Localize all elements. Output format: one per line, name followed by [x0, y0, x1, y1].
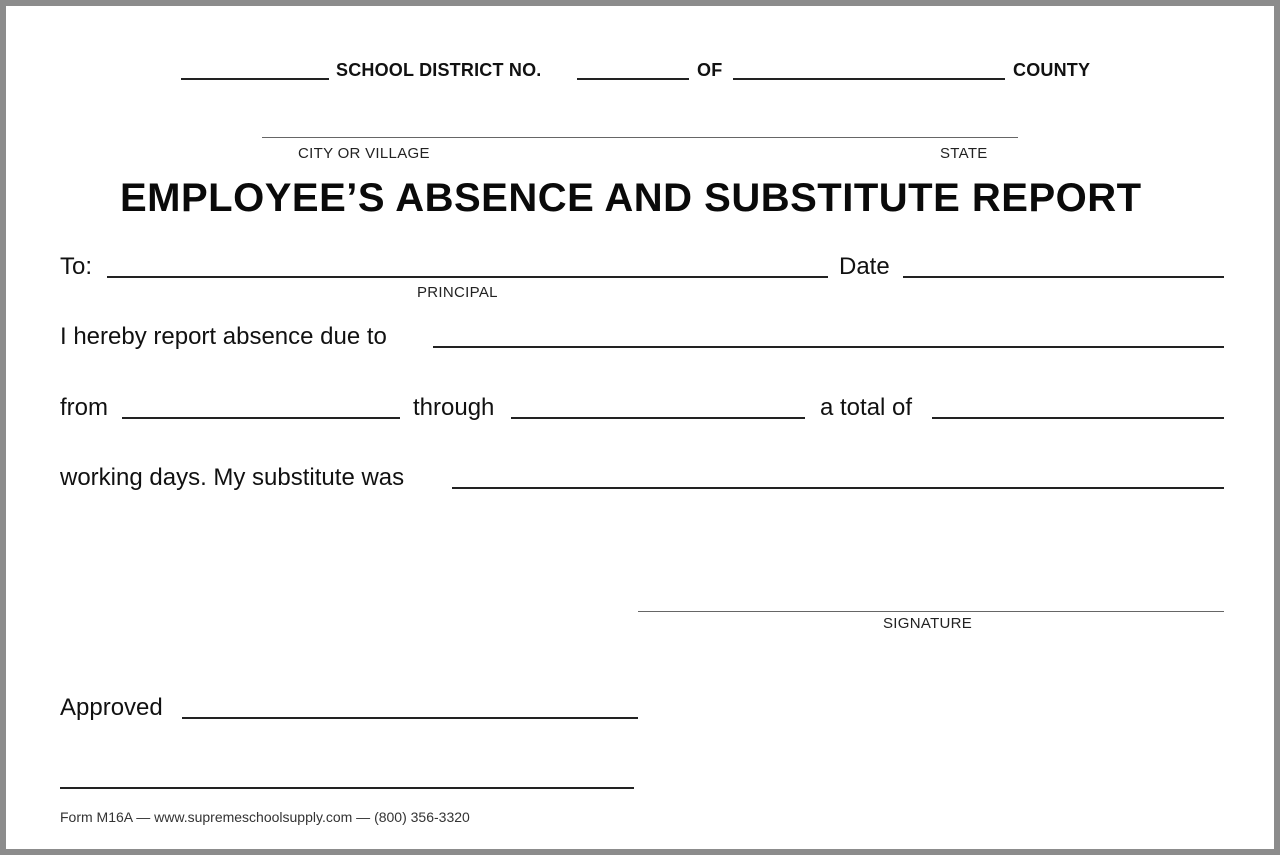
city-or-village-caption: CITY OR VILLAGE [298, 145, 430, 162]
school-district-label: SCHOOL DISTRICT NO. [336, 60, 542, 80]
city-state-line[interactable] [262, 137, 1018, 138]
signature-line[interactable] [638, 611, 1224, 612]
district-number-line[interactable] [577, 78, 689, 80]
through-date-line[interactable] [511, 417, 805, 419]
substitute-line[interactable] [452, 487, 1224, 489]
date-line[interactable] [903, 276, 1224, 278]
county-line[interactable] [733, 78, 1005, 80]
principal-line[interactable] [107, 276, 828, 278]
absence-reason-label: I hereby report absence due to [60, 323, 387, 350]
form-footer: Form M16A — www.supremeschoolsupply.com — (800) 356-3320 [60, 809, 470, 825]
substitute-label: working days. My substitute was [60, 464, 405, 491]
approver-title-line[interactable] [60, 787, 634, 789]
absence-reason-line[interactable] [433, 346, 1224, 348]
signature-caption: SIGNATURE [883, 615, 973, 632]
approved-line[interactable] [182, 717, 638, 719]
date-label: Date [839, 253, 890, 280]
form-title: EMPLOYEE’S ABSENCE AND SUBSTITUTE REPORT [120, 176, 1142, 220]
from-date-line[interactable] [122, 417, 400, 419]
from-label: from [60, 394, 108, 421]
principal-caption: PRINCIPAL [417, 284, 498, 301]
of-label: OF [697, 60, 723, 80]
total-days-line[interactable] [932, 417, 1224, 419]
district-number-prefix-line[interactable] [181, 78, 329, 80]
total-label: a total of [820, 394, 913, 421]
county-label: COUNTY [1013, 60, 1091, 80]
state-caption: STATE [940, 145, 988, 162]
approved-label: Approved [60, 694, 163, 721]
to-label: To: [60, 253, 93, 280]
through-label: through [413, 394, 495, 421]
